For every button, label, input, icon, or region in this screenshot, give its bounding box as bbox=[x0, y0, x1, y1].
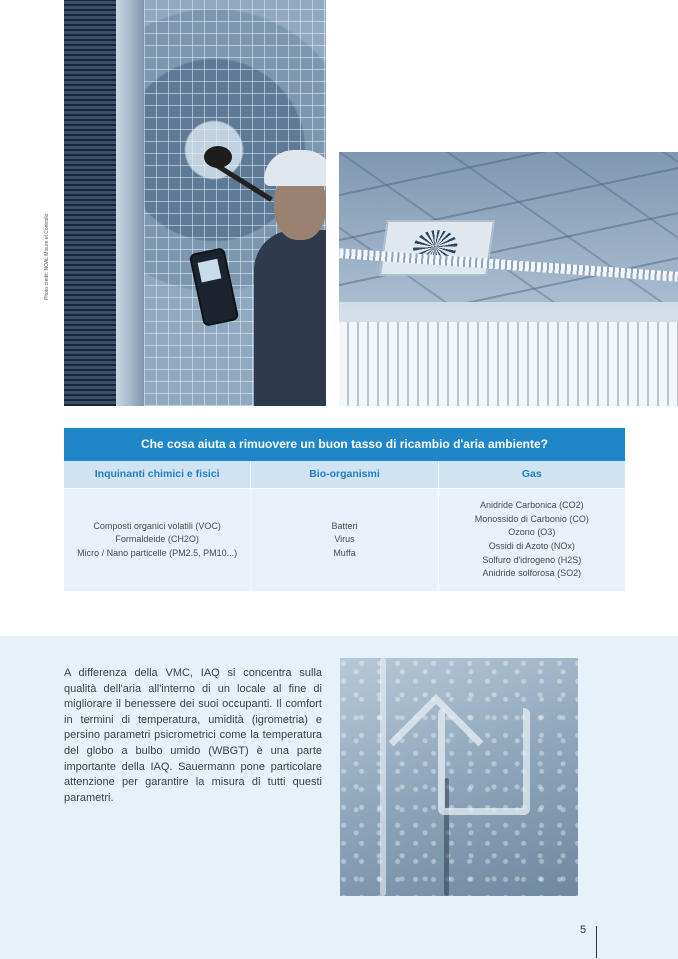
gas-column bbox=[439, 489, 625, 591]
air-exchange-table bbox=[64, 428, 625, 591]
column-header-bio: Bio-organismi bbox=[251, 461, 438, 488]
table-body-row bbox=[64, 489, 625, 591]
column-header-gas: Gas bbox=[521, 468, 542, 480]
chemical-column bbox=[64, 489, 251, 591]
table-cell: Batteri bbox=[331, 520, 358, 531]
column-header-chemical: Inquinanti chimici e fisici bbox=[64, 461, 251, 488]
table-cell: Virus bbox=[334, 534, 355, 545]
body-paragraph: A differenza della VMC, IAQ si concentra sulla qualità dell'aria all'interno di un locale al fine di migliorare il benessere dei suoi occupanti. Il comfort in termini di temperatura, umidità (igrometria) e persino parametri psicrometrici come la temperatura del globo a bulbo umido (WBGT) è una parte importante della IAQ. Sauermann pone particolare attenzione per garantire la misura di tutti questi parametri. bbox=[64, 667, 322, 804]
ceiling-diffuser-photo bbox=[339, 152, 678, 406]
technician-body bbox=[254, 230, 326, 406]
condensation-window-photo bbox=[340, 658, 578, 896]
probe-head bbox=[204, 146, 232, 168]
meter-screen bbox=[198, 259, 222, 283]
unit-frame bbox=[116, 0, 144, 406]
page-number: 5 bbox=[580, 924, 587, 936]
table-cell: Monossido di Carbonio (CO) bbox=[474, 513, 589, 524]
water-streak bbox=[380, 658, 386, 896]
table-cell: Ozono (O3) bbox=[508, 527, 556, 538]
table-cell: Micro / Nano particelle (PM2.5, PM10...) bbox=[77, 547, 238, 558]
bio-column bbox=[251, 489, 438, 591]
table-cell: Formaldeide (CH2O) bbox=[115, 534, 199, 545]
table-cell: Solfuro d'idrogeno (H2S) bbox=[482, 554, 582, 565]
table-cell: Anidride Carbonica (CO2) bbox=[480, 500, 584, 511]
fan-mesh bbox=[64, 0, 116, 406]
page-number-rule bbox=[596, 926, 597, 958]
table-cell: Ossidi di Azoto (NOx) bbox=[488, 541, 575, 551]
window-blinds bbox=[339, 322, 678, 406]
technician-fan-photo bbox=[64, 0, 326, 406]
house-drawing bbox=[438, 708, 530, 815]
table-cell: Composti organici volatili (VOC) bbox=[93, 520, 221, 531]
photo-credit: Photo credit: NOAL Misure et Controllo bbox=[44, 213, 50, 300]
table-cell: Anidride solforosa (SO2) bbox=[482, 568, 582, 579]
table-header-row bbox=[64, 461, 625, 489]
table-title: Che cosa aiuta a rimuovere un buon tasso di ricambio d'aria ambiente? bbox=[64, 428, 625, 461]
table-cell: Muffa bbox=[333, 547, 356, 558]
